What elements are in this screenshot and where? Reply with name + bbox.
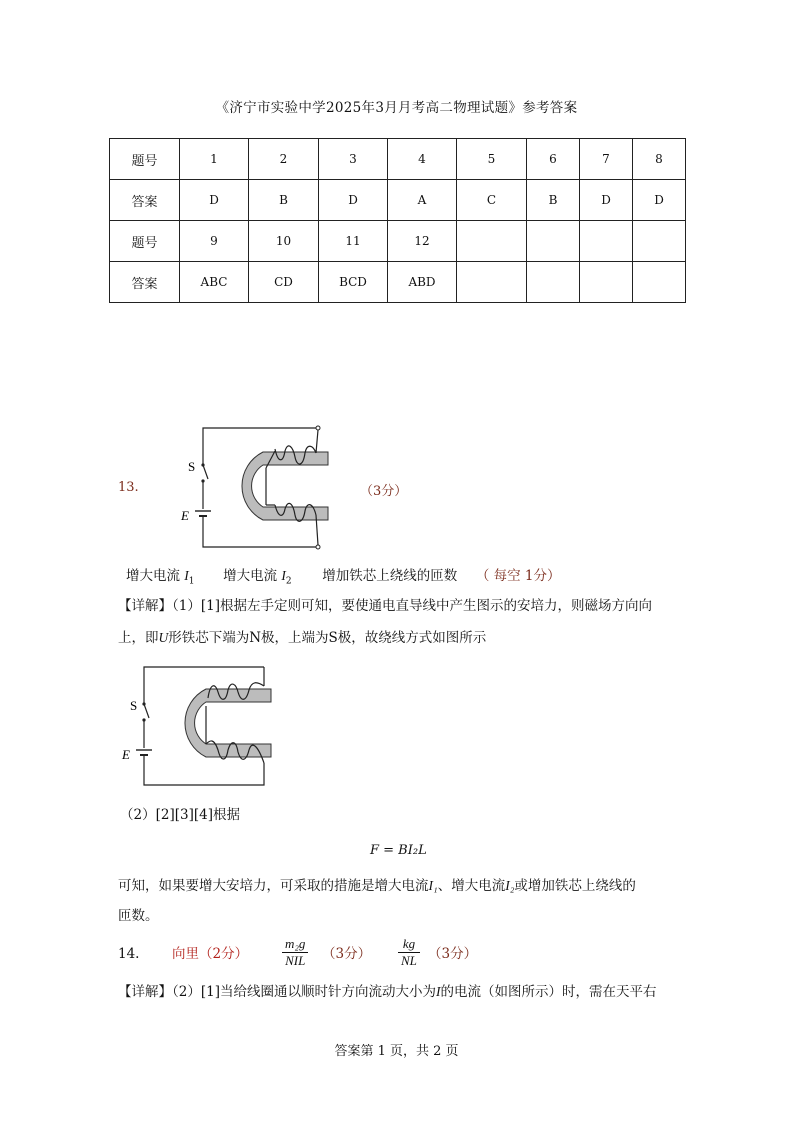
table-row	[110, 139, 686, 180]
table-cell	[457, 262, 527, 303]
switch-label-2: S	[130, 698, 138, 713]
table-cell: D	[633, 180, 686, 221]
table-cell: B	[249, 180, 319, 221]
formula: F = BI₂L	[370, 843, 427, 858]
table-cell	[633, 262, 686, 303]
battery-label-2: E	[122, 747, 130, 762]
table-cell	[580, 262, 633, 303]
table-cell	[580, 221, 633, 262]
table-cell: 9	[180, 221, 249, 262]
table-cell: ABC	[180, 262, 249, 303]
table-cell	[527, 221, 580, 262]
q13-part-2: （2）[2][3][4]根据	[120, 807, 240, 823]
table-cell	[633, 221, 686, 262]
table-cell: 2	[249, 139, 319, 180]
table-cell: 1	[180, 139, 249, 180]
table-cell: D	[319, 180, 388, 221]
table-cell: 10	[249, 221, 319, 262]
table-cell	[527, 262, 580, 303]
table-cell: 12	[388, 221, 457, 262]
table-cell: BCD	[319, 262, 388, 303]
battery-label: E	[181, 508, 189, 523]
table-row	[110, 262, 686, 303]
circuit-diagram-1	[175, 423, 335, 553]
q14-answer-1: 向里（2分）	[172, 946, 249, 962]
table-cell: 7	[580, 139, 633, 180]
q13-detail-line-1: 【详解】（1）[1]根据左手定则可知，要使通电直导线中产生图示的安培力，则磁场方向向	[118, 598, 652, 614]
table-cell: 11	[319, 221, 388, 262]
question-13-number: 13.	[118, 480, 139, 495]
page-footer: 答案第 1 页，共 2 页	[334, 1044, 459, 1059]
table-row-header: 答案	[110, 180, 180, 221]
table-cell: A	[388, 180, 457, 221]
answer-table	[109, 138, 686, 303]
table-row-header: 题号	[110, 139, 180, 180]
table-cell: 3	[319, 139, 388, 180]
q14-score-3: （3分）	[428, 946, 478, 962]
table-cell: C	[457, 180, 527, 221]
table-cell: 8	[633, 139, 686, 180]
page-title: 《济宁市实验中学2025年3月月考高二物理试题》参考答案	[215, 100, 578, 116]
q13-answers: 增大电流 $I_1$ 增大电流 $I_2$ 增加铁芯上绕线的匝数 （ 每空 1分）	[126, 568, 561, 587]
table-cell: ABD	[388, 262, 457, 303]
circuit-diagram-2	[118, 662, 278, 792]
table-cell: CD	[249, 262, 319, 303]
table-row-header: 题号	[110, 221, 180, 262]
question-13-score: （3分）	[360, 484, 408, 499]
q13-detail-line-2: 上，即U形铁芯下端为N极，上端为S极，故绕线方式如图所示	[118, 630, 487, 646]
table-cell: 5	[457, 139, 527, 180]
q14-detail: 【详解】（2）[1]当给线圈通以顺时针方向流动大小为I的电流（如图所示）时，需在天平右	[118, 984, 657, 1000]
table-row	[110, 221, 686, 262]
q13-conclusion-line-2: 匝数。	[118, 908, 159, 924]
table-cell: D	[580, 180, 633, 221]
table-cell: 6	[527, 139, 580, 180]
switch-label: S	[188, 459, 196, 474]
table-cell	[457, 221, 527, 262]
q14-fraction-2: $\frac{kg}{NL}$	[398, 936, 420, 969]
question-14-number: 14.	[118, 946, 140, 962]
q13-conclusion-line-1: 可知，如果要增大安培力，可采取的措施是增大电流I₁、增大电流I₂或增加铁芯上绕线的	[118, 878, 636, 894]
table-cell: D	[180, 180, 249, 221]
table-row	[110, 180, 686, 221]
table-cell: B	[527, 180, 580, 221]
q14-score-2: （3分）	[322, 946, 372, 962]
table-row-header: 答案	[110, 262, 180, 303]
table-cell: 4	[388, 139, 457, 180]
q14-fraction-1: $\frac{\text{m₂g}}{\text{NIL}}$	[282, 936, 308, 969]
